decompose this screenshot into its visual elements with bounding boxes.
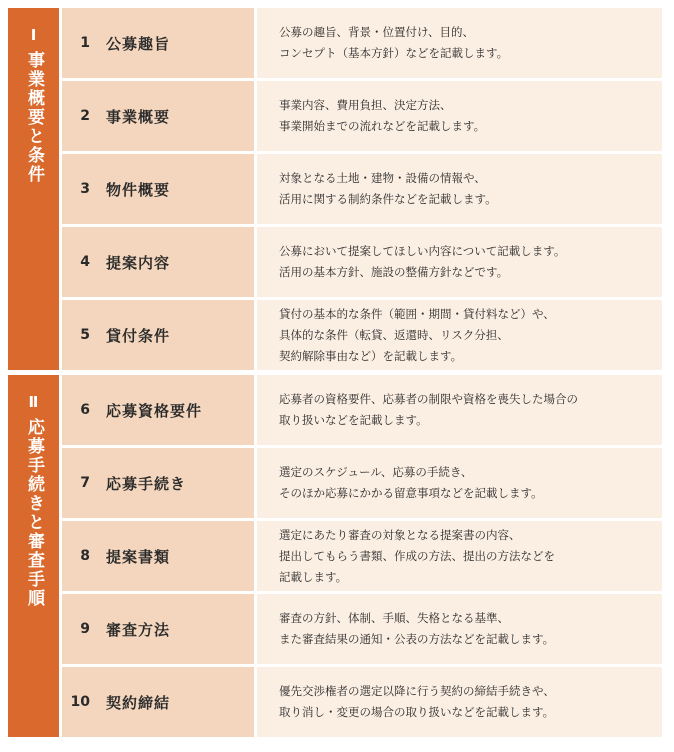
description-line: 審査の方針、体制、手順、失格となる基準、 [279,611,509,625]
description-line: 取り扱いなどを記載します。 [279,413,428,427]
row-number: 5 [80,327,90,343]
row-label [62,227,254,297]
row-description [257,521,662,591]
section-title: 応募手続きと審査手順 [24,418,44,608]
description-line: 貸付の基本的な条件（範囲・期間・貸付料など）や、 [279,306,555,321]
description-line: 対象となる土地・建物・設備の情報や、 [279,171,486,185]
row-title: 提案内容 [106,253,171,272]
section-band-1 [8,8,59,370]
description-line: コンセプト（基本方針）などを記載します。 [279,46,509,60]
table-row [62,81,662,151]
row-label [62,375,254,445]
row-number: 6 [80,402,90,418]
description-line: 活用に関する制約条件などを記載します。 [279,192,497,206]
table-row [62,8,662,78]
description-line: 優先交渉権者の選定以降に行う契約の締結手続きや、 [279,684,555,698]
row-label [62,667,254,737]
table-row [62,227,662,297]
row-number: 3 [80,181,90,197]
description-line: 選定のスケジュール、応募の手続き、 [279,465,473,479]
row-description [257,375,662,445]
row-number: 9 [80,621,90,637]
table-row [62,448,662,518]
section-title: 事業概要と条件 [24,51,44,184]
description-line: 公募の趣旨、背景・位置付け、目的、 [279,25,475,39]
description-line: 事業内容、費用負担、決定方法、 [279,98,452,112]
row-title: 審査方法 [106,620,171,639]
description-line: 選定にあたり審査の対象となる提案書の内容、 [279,527,521,542]
row-number: 7 [80,475,90,491]
row-description [257,81,662,151]
row-title: 貸付条件 [106,326,171,345]
description-line: 具体的な条件（転貸、返還時、リスク分担、 [279,327,509,342]
description-line: 活用の基本方針、施設の整備方針などです。 [279,265,509,279]
row-title: 応募手続き [106,474,187,493]
row-title: 提案書類 [106,547,171,566]
row-title: 物件概要 [106,180,171,199]
description-line: 契約解除事由など）を記載します。 [279,348,463,363]
table-row [62,154,662,224]
row-description [257,667,662,737]
row-title: 公募趣旨 [106,34,171,53]
table-row [62,594,662,664]
row-label [62,300,254,370]
row-description [257,154,662,224]
description-line: 事業開始までの流れなどを記載します。 [279,119,486,133]
row-description [257,227,662,297]
table-row [62,375,662,445]
section-numeral: Ⅱ [28,393,39,411]
row-label [62,81,254,151]
row-description [257,594,662,664]
table-row [62,300,662,370]
row-description [257,448,662,518]
row-label [62,594,254,664]
row-number: 8 [80,548,90,564]
row-label [62,448,254,518]
row-label [62,521,254,591]
description-line: 応募者の資格要件、応募者の制限や資格を喪失した場合の [279,392,578,406]
table-row [62,521,662,591]
row-number: 10 [70,694,90,710]
description-line: 取り消し・変更の場合の取り扱いなどを記載します。 [279,705,555,719]
row-label [62,8,254,78]
row-title: 応募資格要件 [106,401,203,420]
table-row [62,667,662,737]
description-line: そのほか応募にかかる留意事項などを記載します。 [279,486,543,500]
row-title: 事業概要 [106,107,171,126]
section-band-2 [8,375,59,737]
description-line: 公募において提案してほしい内容について記載します。 [279,244,566,258]
row-description [257,300,662,370]
row-number: 2 [80,108,90,124]
description-line: 提出してもらう書類、作成の方法、提出の方法などを [279,548,555,563]
row-title: 契約締結 [106,693,171,712]
section-numeral: Ⅰ [30,26,37,44]
row-number: 4 [80,254,90,270]
description-line: また審査結果の通知・公表の方法などを記載します。 [279,632,555,646]
row-description [257,8,662,78]
row-number: 1 [80,35,90,51]
row-label [62,154,254,224]
description-line: 記載します。 [279,569,348,584]
